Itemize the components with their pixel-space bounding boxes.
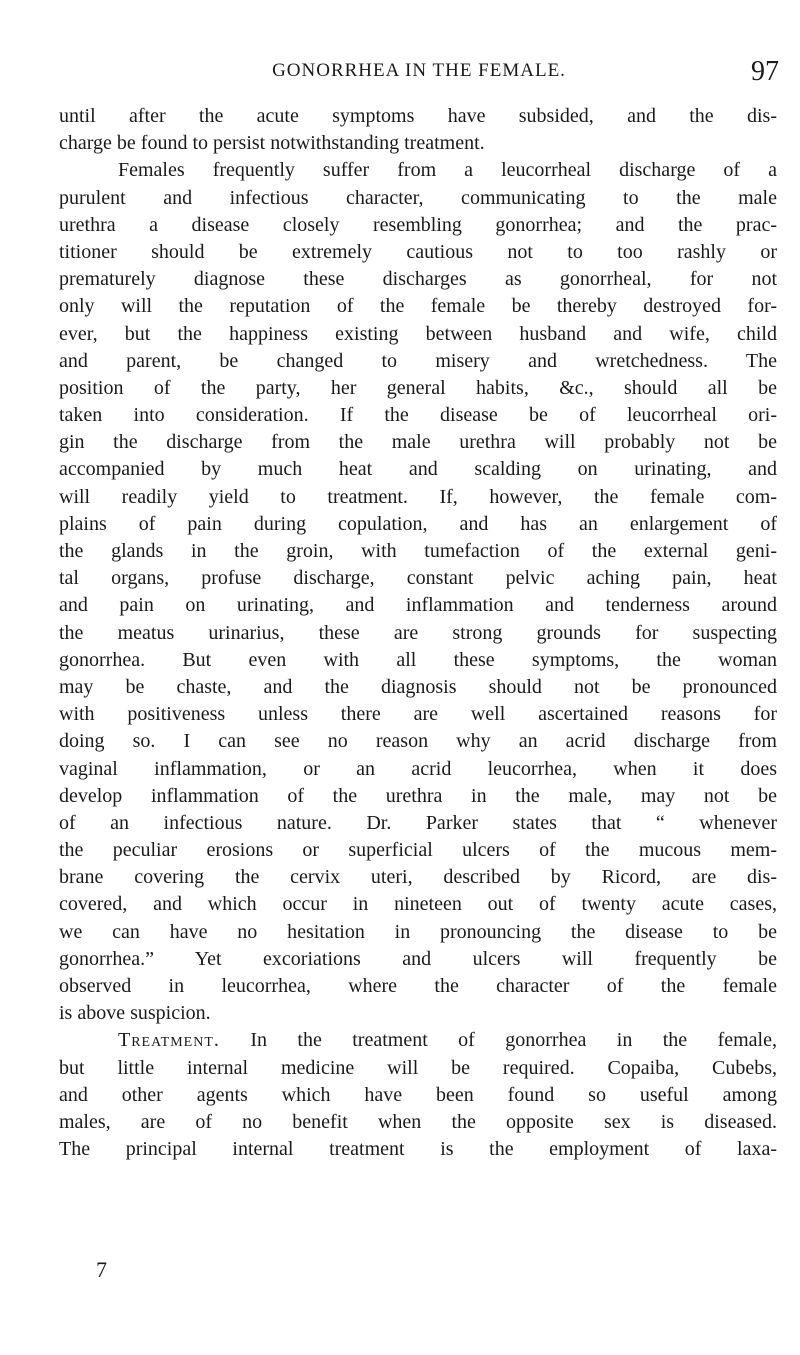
text-line: Females frequently suffer from a leucorrheal discharge of a (118, 159, 777, 182)
text-line: males, are of no benefit when the opposite sex is diseased. (59, 1110, 777, 1133)
text-line: will readily yield to treatment. If, however, the female com- (59, 485, 777, 508)
text-line: is above suspicion. (59, 1002, 211, 1025)
text-line: brane covering the cervix uteri, described by Ricord, are dis- (59, 866, 777, 889)
text-line: and parent, be changed to misery and wretchedness. The (59, 349, 777, 372)
text-line: taken into consideration. If the disease be of leucorrheal ori- (59, 404, 777, 427)
text-line: but little internal medicine will be required. Copaiba, Cubebs, (59, 1056, 777, 1079)
text-line: and other agents which have been found so useful among (59, 1083, 777, 1106)
text-line: of an infectious nature. Dr. Parker states that “ whenever (59, 811, 777, 834)
text-line: observed in leucorrhea, where the character of the female (59, 975, 777, 997)
text-line: with positiveness unless there are well ascertained reasons for (59, 703, 777, 726)
text-line: vaginal inflammation, or an acrid leucorrhea, when it does (59, 757, 777, 780)
text-line: we can have no hesitation in pronouncing the disease to be (59, 920, 777, 943)
text-line-treatment (59, 1027, 777, 1054)
text-line: only will the reputation of the female be thereby destroyed for- (59, 295, 777, 318)
running-head (59, 56, 779, 96)
text-line: gin the discharge from the male urethra will probably not be (59, 431, 777, 454)
text-line: accompanied by much heat and scalding on urinating, and (59, 458, 777, 481)
text-line: until after the acute symptoms have subsided, and the dis- (59, 105, 777, 127)
body-text (59, 103, 777, 1163)
treatment-text: In the treatment of gonorrhea in the female, (250, 1029, 777, 1052)
treatment-heading: Treatment. (118, 1029, 220, 1052)
text-line: titioner should be extremely cautious not to too rashly or (59, 240, 777, 263)
text-line: gonorrhea.” Yet excoriations and ulcers will frequently be (59, 947, 777, 970)
signature-mark: 7 (96, 1257, 107, 1282)
text-line: tal organs, profuse discharge, constant pelvic aching pain, heat (59, 567, 777, 590)
text-line: purulent and infectious character, communicating to the male (59, 186, 777, 209)
text-line: gonorrhea. But even with all these symptoms, the woman (59, 648, 777, 671)
running-title: GONORRHEA IN THE FEMALE. (272, 60, 566, 81)
text-line: charge be found to persist notwithstanding treatment. (59, 132, 485, 155)
text-line: position of the party, her general habits, &c., should all be (59, 376, 777, 399)
text-line: the meatus urinarius, these are strong grounds for suspecting (59, 621, 777, 644)
text-line: develop inflammation of the urethra in the male, may not be (59, 784, 777, 807)
text-line: doing so. I can see no reason why an acrid discharge from (59, 730, 777, 753)
text-line: The principal internal treatment is the employment of laxa- (59, 1138, 777, 1161)
text-line: plains of pain during copulation, and has an enlargement of (59, 512, 777, 535)
text-line: and pain on urinating, and inflammation and tenderness around (59, 594, 777, 617)
text-line: the peculiar erosions or superficial ulcers of the mucous mem- (59, 839, 777, 862)
text-line: the glands in the groin, with tumefaction of the external geni- (59, 540, 777, 562)
text-line: prematurely diagnose these discharges as gonorrheal, for not (59, 268, 777, 291)
text-line: may be chaste, and the diagnosis should not be pronounced (59, 675, 777, 698)
text-line: urethra a disease closely resembling gonorrhea; and the prac- (59, 213, 777, 236)
page-number: 97 (751, 56, 779, 87)
text-line: covered, and which occur in nineteen out of twenty acute cases, (59, 893, 777, 916)
text-line: ever, but the happiness existing between husband and wife, child (59, 322, 777, 345)
